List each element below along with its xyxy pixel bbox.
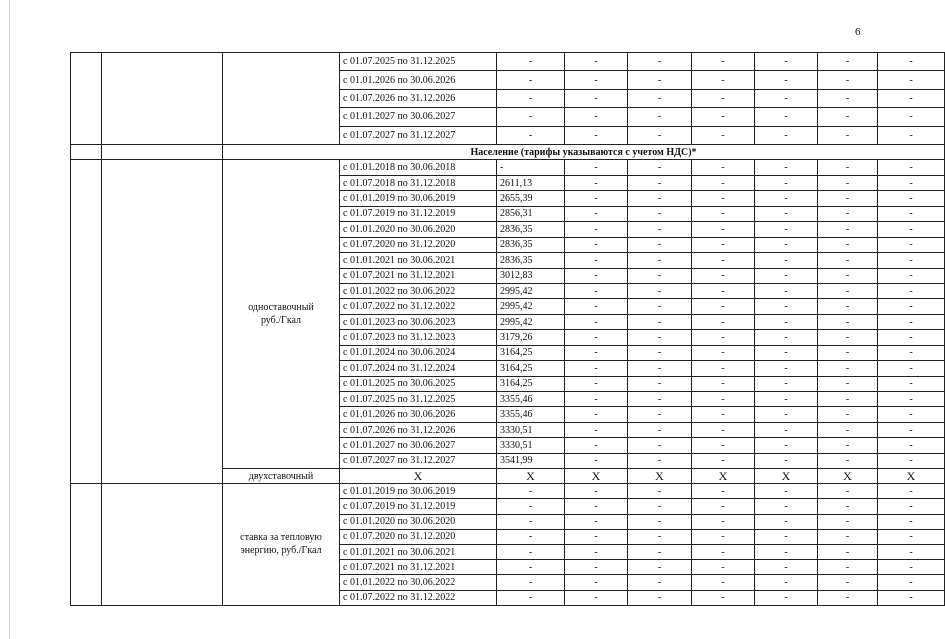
empty-value-dash: - [628,108,692,126]
period-cell: с 01.07.2024 по 31.12.2024 [340,361,497,376]
not-applicable-x: X [340,469,497,484]
empty-value-dash: - [818,330,878,345]
empty-value-dash: - [497,71,565,89]
empty-value-dash: - [628,89,692,107]
empty-value-dash: - [497,575,565,590]
empty-value-dash: - [565,575,628,590]
table-row [71,484,945,499]
empty-value-dash: - [818,575,878,590]
tariff-value: 2995,42 [497,314,565,329]
empty-value-dash: - [818,422,878,437]
empty-value-dash: - [565,237,628,252]
empty-value-dash: - [565,126,628,144]
empty-value-dash: - [565,160,628,175]
empty-value-dash: - [565,299,628,314]
empty-value-dash: - [818,484,878,499]
empty-value-dash: - [818,160,878,175]
not-applicable-x: X [692,469,755,484]
page-number: 6 [855,26,861,38]
table-row [71,160,945,175]
empty-value-dash: - [818,108,878,126]
empty-value-dash: - [565,392,628,407]
empty-value-dash: - [755,422,818,437]
empty-value-dash: - [818,314,878,329]
empty-value-dash: - [565,453,628,468]
tariff-value: 2836,35 [497,237,565,252]
empty-value-dash: - [628,514,692,529]
tariff-value: 2836,35 [497,253,565,268]
empty-value-dash: - [878,175,945,190]
period-cell: с 01.01.2025 по 30.06.2025 [340,376,497,391]
empty-value-dash: - [818,529,878,544]
table-row [71,144,945,160]
empty-value-dash: - [565,175,628,190]
table-row [71,53,945,71]
tariff-value: 3179,26 [497,330,565,345]
empty-value-dash: - [497,529,565,544]
period-cell: с 01.07.2019 по 31.12.2019 [340,206,497,221]
empty-value-dash: - [755,222,818,237]
energy-rate-label [223,484,340,606]
period-cell: с 01.01.2021 по 30.06.2021 [340,253,497,268]
empty-value-dash: - [755,590,818,605]
empty-value-dash: - [565,191,628,206]
empty-value-dash: - [878,314,945,329]
empty-value-dash: - [878,237,945,252]
row-number-cell [71,53,102,145]
empty-value-dash: - [628,560,692,575]
empty-value-dash: - [878,89,945,107]
not-applicable-x: X [565,469,628,484]
empty-value-dash: - [692,71,755,89]
empty-value-dash: - [818,560,878,575]
empty-value-dash: - [755,499,818,514]
period-cell: с 01.07.2022 по 31.12.2022 [340,299,497,314]
empty-value-dash: - [878,590,945,605]
row-number-cell [71,160,102,484]
empty-value-dash: - [878,206,945,221]
empty-value-dash: - [692,89,755,107]
empty-value-dash: - [565,71,628,89]
empty-value-dash: - [818,590,878,605]
empty-value-dash: - [565,253,628,268]
empty-value-dash: - [565,376,628,391]
empty-value-dash: - [755,283,818,298]
empty-value-dash: - [628,499,692,514]
period-cell: с 01.01.2019 по 30.06.2019 [340,191,497,206]
period-cell: с 01.07.2021 по 31.12.2021 [340,560,497,575]
empty-value-dash: - [692,299,755,314]
empty-value-dash: - [878,422,945,437]
period-cell: с 01.01.2022 по 30.06.2022 [340,283,497,298]
empty-value-dash: - [878,575,945,590]
empty-value-dash: - [692,222,755,237]
tariff-table [70,52,945,606]
empty-value-dash: - [818,206,878,221]
period-cell: с 01.07.2020 по 31.12.2020 [340,529,497,544]
empty-value-dash: - [878,361,945,376]
empty-value-dash: - [565,53,628,71]
empty-value-dash: - [565,108,628,126]
period-cell: с 01.01.2023 по 30.06.2023 [340,314,497,329]
empty-value-dash: - [755,407,818,422]
tariff-value: - [497,160,565,175]
empty-value-dash: - [878,560,945,575]
empty-value-dash: - [818,361,878,376]
empty-value-dash: - [818,253,878,268]
empty-value-dash: - [497,514,565,529]
empty-value-dash: - [755,160,818,175]
empty-value-dash: - [755,314,818,329]
empty-value-dash: - [818,438,878,453]
empty-value-dash: - [755,330,818,345]
empty-value-dash: - [878,126,945,144]
tariff-value: 3164,25 [497,345,565,360]
empty-value-dash: - [628,126,692,144]
empty-value-dash: - [755,361,818,376]
empty-value-dash: - [818,175,878,190]
empty-value-dash: - [755,237,818,252]
empty-value-dash: - [565,514,628,529]
empty-value-dash: - [565,222,628,237]
empty-value-dash: - [755,175,818,190]
empty-value-dash: - [878,453,945,468]
empty-value-dash: - [565,499,628,514]
empty-value-dash: - [692,575,755,590]
not-applicable-x: X [497,469,565,484]
empty-value-dash: - [497,53,565,71]
tariff-value: 3541,99 [497,453,565,468]
empty-value-dash: - [818,191,878,206]
empty-value-dash: - [628,237,692,252]
empty-value-dash: - [692,407,755,422]
tariff-value: 2655,39 [497,191,565,206]
empty-value-dash: - [628,345,692,360]
empty-value-dash: - [628,422,692,437]
empty-value-dash: - [692,438,755,453]
not-applicable-x: X [878,469,945,484]
tariff-value: 3012,83 [497,268,565,283]
empty-value-dash: - [818,376,878,391]
empty-value-dash: - [628,484,692,499]
empty-value-dash: - [878,253,945,268]
empty-value-dash: - [692,191,755,206]
empty-value-dash: - [497,484,565,499]
empty-value-dash: - [755,53,818,71]
period-cell: с 01.07.2018 по 31.12.2018 [340,175,497,190]
empty-value-dash: - [692,484,755,499]
empty-value-dash: - [818,345,878,360]
empty-value-dash: - [497,499,565,514]
empty-value-dash: - [628,544,692,559]
empty-value-dash: - [565,361,628,376]
empty-value-dash: - [692,268,755,283]
energy-rate-label-line-1: ставка за тепловую [240,532,322,544]
empty-value-dash: - [755,514,818,529]
empty-value-dash: - [565,345,628,360]
period-cell: с 01.01.2026 по 30.06.2026 [340,71,497,89]
empty-value-dash: - [628,453,692,468]
empty-value-dash: - [692,53,755,71]
page-margin-rule [9,0,10,639]
tariff-value: 3330,51 [497,438,565,453]
empty-value-dash: - [818,407,878,422]
empty-value-dash: - [628,206,692,221]
empty-value-dash: - [878,71,945,89]
empty-value-dash: - [755,345,818,360]
empty-value-dash: - [818,89,878,107]
empty-value-dash: - [878,191,945,206]
empty-value-dash: - [628,160,692,175]
empty-value-dash: - [565,268,628,283]
empty-value-dash: - [628,376,692,391]
empty-value-dash: - [497,126,565,144]
empty-value-dash: - [628,299,692,314]
empty-value-dash: - [878,108,945,126]
empty-value-dash: - [755,299,818,314]
period-cell: с 01.07.2027 по 31.12.2027 [340,453,497,468]
tariff-value: 3355,46 [497,407,565,422]
empty-value-dash: - [755,392,818,407]
empty-value-dash: - [878,160,945,175]
not-applicable-x: X [755,469,818,484]
empty-value-dash: - [565,330,628,345]
empty-value-dash: - [628,268,692,283]
empty-value-dash: - [755,206,818,221]
empty-value-dash: - [692,237,755,252]
empty-value-dash: - [878,499,945,514]
name-cell [102,53,223,145]
empty-value-dash: - [628,53,692,71]
empty-value-dash: - [628,361,692,376]
empty-value-dash: - [878,53,945,71]
empty-value-dash: - [878,330,945,345]
empty-value-dash: - [878,484,945,499]
energy-rate-label-line-2: энергию, руб./Гкал [240,545,322,557]
empty-value-dash: - [755,575,818,590]
empty-value-dash: - [755,126,818,144]
empty-value-dash: - [692,422,755,437]
empty-value-dash: - [692,160,755,175]
row-number-cell [71,144,102,160]
empty-value-dash: - [755,191,818,206]
period-cell: с 01.01.2026 по 30.06.2026 [340,407,497,422]
empty-value-dash: - [692,361,755,376]
empty-value-dash: - [497,89,565,107]
empty-value-dash: - [878,376,945,391]
empty-value-dash: - [628,222,692,237]
empty-value-dash: - [692,560,755,575]
empty-value-dash: - [818,237,878,252]
period-cell: с 01.07.2023 по 31.12.2023 [340,330,497,345]
empty-value-dash: - [628,575,692,590]
empty-value-dash: - [755,453,818,468]
tariff-value: 3355,46 [497,392,565,407]
empty-value-dash: - [755,529,818,544]
empty-value-dash: - [692,544,755,559]
empty-value-dash: - [818,268,878,283]
empty-value-dash: - [692,345,755,360]
empty-value-dash: - [565,529,628,544]
empty-value-dash: - [628,407,692,422]
empty-value-dash: - [818,453,878,468]
empty-value-dash: - [565,314,628,329]
tariff-value: 3164,25 [497,376,565,391]
tariff-value: 2836,35 [497,222,565,237]
empty-value-dash: - [878,544,945,559]
one-rate-label-line-1: одноставочный [248,302,314,314]
empty-value-dash: - [565,484,628,499]
empty-value-dash: - [628,283,692,298]
empty-value-dash: - [692,108,755,126]
tariff-value: 2995,42 [497,299,565,314]
empty-value-dash: - [497,560,565,575]
empty-value-dash: - [755,108,818,126]
empty-value-dash: - [628,71,692,89]
two-rate-label: двухставочный [223,469,340,484]
empty-value-dash: - [878,529,945,544]
empty-value-dash: - [878,222,945,237]
empty-value-dash: - [878,438,945,453]
empty-value-dash: - [628,438,692,453]
empty-value-dash: - [497,108,565,126]
empty-value-dash: - [755,71,818,89]
empty-value-dash: - [818,53,878,71]
empty-value-dash: - [692,590,755,605]
empty-value-dash: - [878,407,945,422]
empty-value-dash: - [878,345,945,360]
name-cell [102,144,223,160]
empty-value-dash: - [628,175,692,190]
period-cell: с 01.01.2020 по 30.06.2020 [340,222,497,237]
period-cell: с 01.07.2019 по 31.12.2019 [340,499,497,514]
empty-value-dash: - [692,529,755,544]
period-cell: с 01.01.2020 по 30.06.2020 [340,514,497,529]
empty-value-dash: - [818,222,878,237]
empty-value-dash: - [755,484,818,499]
period-cell: с 01.07.2027 по 31.12.2027 [340,126,497,144]
one-rate-label-line-2: руб./Гкал [260,315,302,327]
empty-value-dash: - [755,376,818,391]
period-cell: с 01.07.2025 по 31.12.2025 [340,392,497,407]
empty-value-dash: - [692,126,755,144]
empty-value-dash: - [818,514,878,529]
period-cell: с 01.01.2027 по 30.06.2027 [340,438,497,453]
empty-value-dash: - [565,560,628,575]
empty-value-dash: - [628,590,692,605]
empty-value-dash: - [692,314,755,329]
empty-value-dash: - [818,392,878,407]
empty-value-dash: - [692,453,755,468]
empty-value-dash: - [692,253,755,268]
empty-value-dash: - [755,560,818,575]
empty-value-dash: - [818,499,878,514]
period-cell: с 01.07.2021 по 31.12.2021 [340,268,497,283]
period-cell: с 01.07.2020 по 31.12.2020 [340,237,497,252]
period-cell: с 01.07.2022 по 31.12.2022 [340,590,497,605]
empty-value-dash: - [565,544,628,559]
name-cell [102,484,223,606]
empty-value-dash: - [692,499,755,514]
empty-value-dash: - [818,71,878,89]
tariff-value: 2611,13 [497,175,565,190]
name-cell [102,160,223,484]
empty-value-dash: - [565,438,628,453]
not-applicable-x: X [628,469,692,484]
empty-value-dash: - [692,330,755,345]
empty-value-dash: - [818,299,878,314]
empty-value-dash: - [628,330,692,345]
empty-value-dash: - [692,283,755,298]
empty-value-dash: - [628,314,692,329]
empty-value-dash: - [692,175,755,190]
empty-value-dash: - [628,529,692,544]
period-cell: с 01.01.2024 по 30.06.2024 [340,345,497,360]
one-rate-label [223,160,340,469]
empty-value-dash: - [497,590,565,605]
empty-value-dash: - [565,283,628,298]
not-applicable-x: X [818,469,878,484]
empty-value-dash: - [878,268,945,283]
empty-value-dash: - [878,514,945,529]
empty-value-dash: - [755,253,818,268]
empty-value-dash: - [755,268,818,283]
row-number-cell [71,484,102,606]
empty-value-dash: - [565,89,628,107]
empty-value-dash: - [755,544,818,559]
period-cell: с 01.07.2026 по 31.12.2026 [340,422,497,437]
period-cell: с 01.01.2021 по 30.06.2021 [340,544,497,559]
section-header: Население (тарифы указываются с учетом НДС)* [223,144,945,160]
empty-value-dash: - [878,392,945,407]
period-cell: с 01.01.2019 по 30.06.2019 [340,484,497,499]
empty-value-dash: - [565,422,628,437]
period-cell: с 01.07.2025 по 31.12.2025 [340,53,497,71]
empty-value-dash: - [755,89,818,107]
empty-value-dash: - [565,590,628,605]
empty-value-dash: - [565,206,628,221]
tariff-value: 2995,42 [497,283,565,298]
tariff-value: 2856,31 [497,206,565,221]
empty-value-dash: - [692,392,755,407]
empty-value-dash: - [628,253,692,268]
period-cell: с 01.01.2018 по 30.06.2018 [340,160,497,175]
empty-value-dash: - [565,407,628,422]
tariff-value: 3164,25 [497,361,565,376]
empty-value-dash: - [878,283,945,298]
empty-value-dash: - [692,376,755,391]
empty-value-dash: - [497,544,565,559]
period-cell: с 01.07.2026 по 31.12.2026 [340,89,497,107]
tariff-type-cell [223,53,340,145]
empty-value-dash: - [692,206,755,221]
empty-value-dash: - [878,299,945,314]
empty-value-dash: - [755,438,818,453]
period-cell: с 01.01.2022 по 30.06.2022 [340,575,497,590]
empty-value-dash: - [818,544,878,559]
empty-value-dash: - [818,126,878,144]
period-cell: с 01.01.2027 по 30.06.2027 [340,108,497,126]
empty-value-dash: - [818,283,878,298]
empty-value-dash: - [628,392,692,407]
tariff-value: 3330,51 [497,422,565,437]
empty-value-dash: - [628,191,692,206]
empty-value-dash: - [692,514,755,529]
